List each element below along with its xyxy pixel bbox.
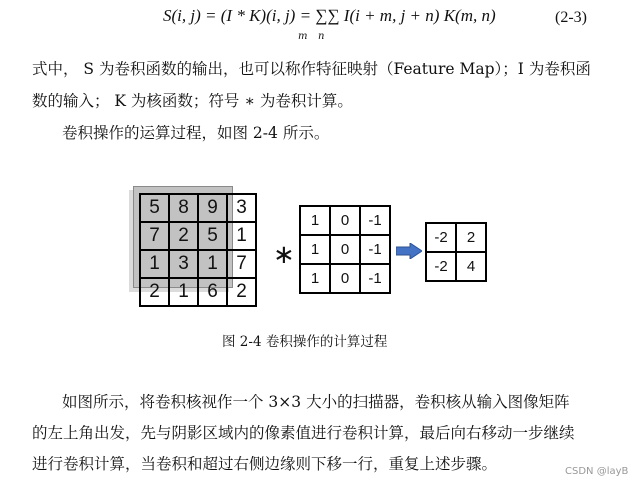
convolution-operator: ∗ [273, 240, 295, 270]
output-row [426, 252, 486, 281]
kernel-row [300, 264, 390, 293]
input-matrix [139, 193, 257, 307]
kernel-matrix [299, 205, 391, 294]
output-matrix [425, 222, 487, 282]
kernel-cell: 1 [300, 235, 330, 264]
figure-caption: 图 2-4 卷积操作的计算过程 [222, 334, 388, 350]
input-cell: 2 [140, 278, 169, 306]
kernel-row [300, 235, 390, 264]
input-cell: 1 [198, 250, 227, 278]
formula-text: S(i, j) = (I * K)(i, j) = ∑∑ I(i + m, j + n) K(m, n) [163, 6, 496, 25]
kernel-cell: 1 [300, 264, 330, 293]
input-cell: 3 [227, 194, 256, 222]
input-cell: 8 [169, 194, 198, 222]
input-cell: 7 [140, 222, 169, 250]
input-cell: 2 [169, 222, 198, 250]
output-cell: -2 [426, 252, 456, 281]
equation-number: (2-3) [555, 9, 587, 26]
kernel-cell: 0 [330, 235, 360, 264]
input-cell: 1 [140, 250, 169, 278]
output-cell: 2 [456, 223, 486, 252]
input-cell: 3 [169, 250, 198, 278]
input-row [140, 278, 256, 306]
kernel-cell: 0 [330, 264, 360, 293]
input-cell: 7 [227, 250, 256, 278]
paragraph-1-line-1: 式中， S 为卷积函数的输出，也可以称作特征映射（Feature Map）；I 为卷积函 [32, 60, 591, 78]
input-row [140, 250, 256, 278]
kernel-row [300, 206, 390, 235]
output-cell: 4 [456, 252, 486, 281]
input-cell: 5 [198, 222, 227, 250]
kernel-cell: -1 [360, 206, 390, 235]
kernel-cell: 0 [330, 206, 360, 235]
kernel-cell: -1 [360, 264, 390, 293]
output-cell: -2 [426, 223, 456, 252]
paragraph-3-line-2: 的左上角出发，先与阴影区域内的像素值进行卷积计算，最后向右移动一步继续 [32, 424, 575, 442]
input-row [140, 222, 256, 250]
input-cell: 5 [140, 194, 169, 222]
input-cell: 9 [198, 194, 227, 222]
formula-sub-m: m [298, 31, 308, 42]
input-cell: 1 [169, 278, 198, 306]
arrow-right-icon [396, 243, 422, 259]
input-cell: 6 [198, 278, 227, 306]
kernel-cell: 1 [300, 206, 330, 235]
input-cell: 1 [227, 222, 256, 250]
paragraph-2: 卷积操作的运算过程，如图 2-4 所示。 [62, 124, 330, 142]
input-cell: 2 [227, 278, 256, 306]
formula-sub-n: n [318, 31, 325, 42]
kernel-cell: -1 [360, 235, 390, 264]
formula [163, 6, 496, 26]
paragraph-1-line-2: 数的输入； K 为核函数；符号 ∗ 为卷积计算。 [32, 92, 353, 110]
watermark: CSDN @layB [565, 466, 629, 477]
output-row [426, 223, 486, 252]
paragraph-3-line-3: 进行卷积计算，当卷积和超过右侧边缘则下移一行，重复上述步骤。 [32, 455, 498, 473]
paragraph-3-line-1: 如图所示，将卷积核视作一个 3×3 大小的扫描器，卷积核从输入图像矩阵 [62, 393, 570, 411]
arrow-right-shape [396, 243, 422, 259]
input-row [140, 194, 256, 222]
